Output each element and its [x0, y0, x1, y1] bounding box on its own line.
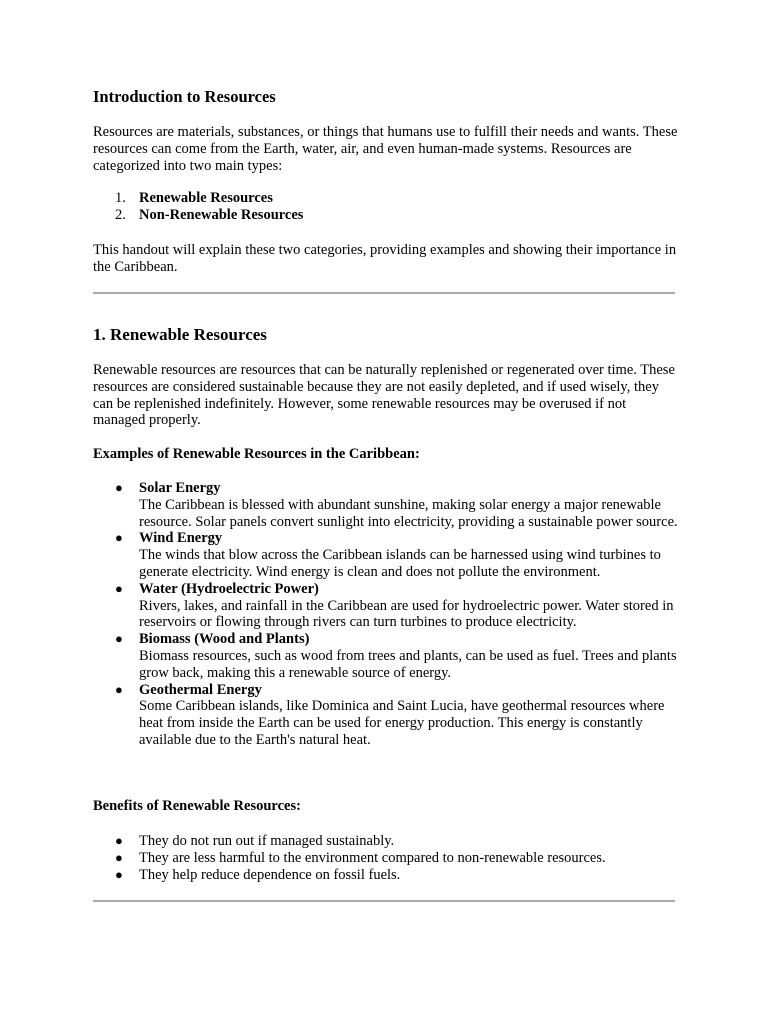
- type-label-renewable: Renewable Resources: [139, 190, 273, 206]
- section-divider: [93, 292, 675, 294]
- list-item: [93, 850, 678, 867]
- example-title: Water (Hydroelectric Power): [139, 580, 319, 597]
- examples-heading: Examples of Renewable Resources in the Caribbean:: [93, 446, 420, 462]
- bullet-icon: ●: [115, 866, 123, 882]
- bullet-icon: ●: [115, 530, 123, 546]
- intro-paragraph: Resources are materials, substances, or things that humans use to fulfill their needs and wants. These resources can come from the Earth, water, air, and even human-made systems. Resources are categorized into two main types:: [93, 124, 678, 174]
- intro-heading: Introduction to Resources: [93, 87, 276, 106]
- benefit-text: They are less harmful to the environment compared to non-renewable resources.: [139, 849, 606, 866]
- type-label-non-renewable: Non-Renewable Resources: [139, 207, 304, 223]
- benefit-text: They do not run out if managed sustainably.: [139, 833, 395, 849]
- bullet-icon: ●: [115, 580, 123, 596]
- list-item: [93, 833, 678, 850]
- example-title: Wind Energy: [139, 530, 223, 547]
- list-number: 1.: [115, 190, 126, 206]
- bullet-icon: ●: [115, 833, 123, 848]
- example-description: Rivers, lakes, and rainfall in the Caribbean are used for hydroelectric power. Water stored in reservoirs or flowing through rivers can turn turbines to produce electricity.: [139, 597, 674, 631]
- examples-list: [93, 480, 678, 749]
- list-item: [93, 207, 303, 224]
- intro-closing: This handout will explain these two categories, providing examples and showing their importance in the Caribbean.: [93, 242, 677, 275]
- bullet-icon: ●: [115, 681, 123, 697]
- example-description: The Caribbean is blessed with abundant sunshine, making solar energy a major renewable resource. Solar panels convert sunlight into electricity, providing a sustainable power source.: [139, 496, 678, 530]
- list-item: [93, 631, 678, 681]
- benefits-heading: Benefits of Renewable Resources:: [93, 798, 301, 814]
- bullet-icon: ●: [115, 849, 123, 865]
- example-description: Some Caribbean islands, like Dominica and Saint Lucia, have geothermal resources where heat from inside the Earth can be used for energy production. This energy is constantly available due to the Earth's natural heat.: [139, 698, 665, 748]
- list-item: [93, 480, 678, 530]
- example-title: Solar Energy: [139, 480, 221, 496]
- example-title: Biomass (Wood and Plants): [139, 631, 310, 648]
- example-title: Geothermal Energy: [139, 681, 262, 698]
- list-item: [93, 530, 678, 580]
- section-divider: [93, 900, 675, 902]
- bullet-icon: ●: [115, 480, 123, 495]
- example-description: The winds that blow across the Caribbean islands can be harnessed using wind turbines to generate electricity. Wind energy is clean and does not pollute the environment.: [139, 547, 661, 580]
- benefit-text: They help reduce dependence on fossil fuels.: [139, 866, 401, 883]
- list-item: [93, 581, 678, 631]
- example-description: Biomass resources, such as wood from trees and plants, can be used as fuel. Trees and plants grow back, making this a renewable source of energy.: [139, 647, 677, 681]
- benefits-list: [93, 833, 678, 883]
- list-item: [93, 190, 303, 207]
- renewable-heading: 1. Renewable Resources: [93, 325, 267, 344]
- list-number: 2.: [115, 207, 126, 223]
- list-item: [93, 682, 678, 749]
- bullet-icon: ●: [115, 631, 123, 647]
- resource-types-list: [93, 190, 303, 224]
- renewable-paragraph: Renewable resources are resources that can be naturally replenished or regenerated over time. These resources are considered sustainable because they are not easily depleted, and if used wisely, they can be replenished indefinitely. However, some renewable resources may be overused if not managed properly.: [93, 362, 675, 429]
- list-item: [93, 867, 678, 884]
